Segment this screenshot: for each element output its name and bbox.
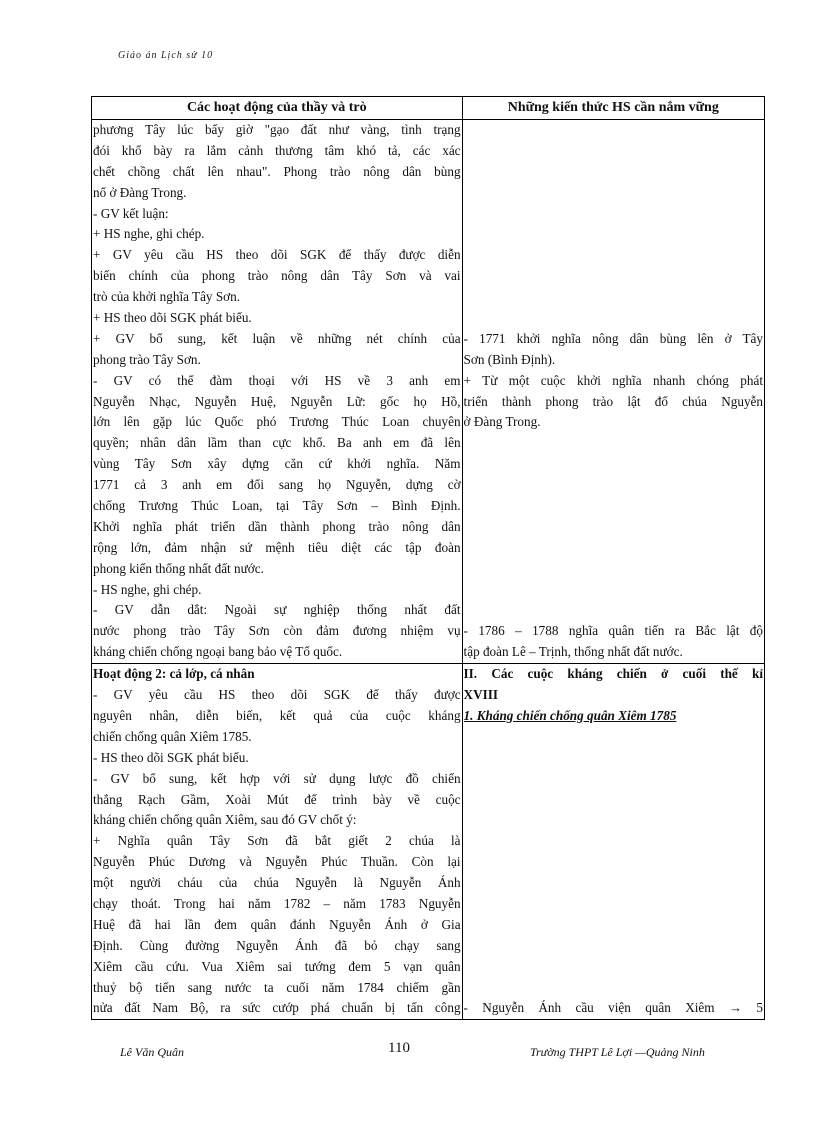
blank-line bbox=[464, 454, 763, 475]
blank-line bbox=[464, 978, 763, 999]
text-line: phong trào Tây Sơn. bbox=[93, 351, 201, 367]
text-line: + HS nghe, ghi chép. bbox=[93, 226, 205, 242]
text-line: nổ ở Đàng Trong. bbox=[93, 184, 187, 200]
header-activities: Các hoạt động của thầy và trò bbox=[92, 97, 463, 120]
text-line: Hoạt động 2: cả lớp, cá nhân bbox=[93, 666, 255, 682]
text-line: nước phong trào Tây Sơn còn đảm đương nhiệm vụ bbox=[93, 623, 461, 639]
text-line: Định. Cùng đường Nguyễn Ánh đã bỏ chạy sang bbox=[93, 937, 461, 953]
blank-line bbox=[464, 790, 763, 811]
blank-line bbox=[464, 183, 763, 204]
blank-line bbox=[464, 496, 763, 517]
text-line: - HS theo dõi SGK phát biểu. bbox=[93, 749, 249, 765]
text-line: Khởi nghĩa phát triển dần thành phong trào nông dân bbox=[93, 518, 461, 534]
activities-cell bbox=[92, 120, 463, 664]
text-line: - 1771 khởi nghĩa nông dân bùng lên ở Tây bbox=[463, 330, 763, 346]
text-line: triển thành phong trào lật đổ chúa Nguyễn bbox=[463, 393, 763, 409]
text-line: + GV yêu cầu HS theo dõi SGK để thấy được diễn bbox=[93, 247, 461, 263]
page-number: 110 bbox=[388, 1040, 410, 1056]
text-line: - GV bổ sung, kết hợp với sử dụng lược đồ chiến bbox=[93, 770, 461, 786]
blank-line bbox=[464, 120, 763, 141]
text-line: Xiêm cầu cứu. Vua Xiêm sai tướng đem 5 vạn quân bbox=[93, 958, 461, 974]
blank-line bbox=[464, 433, 763, 454]
blank-line bbox=[464, 517, 763, 538]
blank-line bbox=[464, 600, 763, 621]
text-line: ở Đàng Trong. bbox=[463, 414, 541, 430]
text-line: trò của khởi nghĩa Tây Sơn. bbox=[93, 289, 241, 305]
blank-line bbox=[464, 559, 763, 580]
blank-line bbox=[464, 957, 763, 978]
text-line: Nguyễn Phúc Dương và Nguyễn Phúc Thuần. Còn lại bbox=[93, 854, 461, 870]
blank-line bbox=[464, 162, 763, 183]
blank-line bbox=[464, 141, 763, 162]
blank-line bbox=[464, 308, 763, 329]
text-line: quyền; nhân dân lầm than cực khổ. Ba anh em đã lên bbox=[93, 435, 461, 451]
header-note: Giáo án Lịch sử 10 bbox=[118, 50, 214, 61]
text-line: - GV kết luận: bbox=[93, 205, 169, 221]
blank-line bbox=[464, 580, 763, 601]
text-line: thuỷ bộ tiến sang nước ta cuối năm 1784 chiếm gần bbox=[93, 979, 461, 995]
footer-author: Lê Văn Quân bbox=[120, 1045, 184, 1059]
text-line: phương Tây lúc bấy giờ "gạo đất như vàng, tình trạng bbox=[93, 122, 461, 137]
text-line: nguyên nhân, diễn biến, kết quả của cuộc kháng bbox=[93, 707, 461, 723]
text-line: - 1786 – 1788 nghĩa quân tiến ra Bắc lật độ bbox=[463, 623, 763, 639]
text-line: tập đoàn Lê – Trịnh, thống nhất đất nước. bbox=[463, 644, 683, 660]
text-line: - GV yêu cầu HS theo dõi SGK để thấy được bbox=[93, 687, 461, 703]
text-line: + GV bổ sung, kết luận về những nét chính của bbox=[93, 330, 461, 346]
text-line: - GV có thể đàm thoại với HS về 3 anh em bbox=[93, 372, 461, 388]
knowledge-cell bbox=[462, 664, 764, 1020]
header-knowledge: Những kiến thức HS cần nắm vững bbox=[462, 97, 764, 120]
blank-line bbox=[464, 894, 763, 915]
blank-line bbox=[464, 475, 763, 496]
text-line: chết chồng chất lên nhau". Phong trào nông dân bùng bbox=[93, 163, 461, 179]
text-line: thắng Rạch Gầm, Xoài Mút để trình bày về cuộc bbox=[93, 791, 461, 807]
text-line: rộng lớn, đảm nhận sứ mệnh tiêu diệt các tập đoàn bbox=[93, 539, 461, 555]
blank-line bbox=[464, 245, 763, 266]
text-line: kháng chiến chống ngoại bang bảo vệ Tổ quốc. bbox=[93, 644, 343, 660]
blank-line bbox=[464, 538, 763, 559]
blank-line bbox=[464, 831, 763, 852]
text-line: Huệ đã hai lần đem quân đánh Nguyễn Ánh ở Gia bbox=[93, 916, 461, 932]
blank-line bbox=[464, 810, 763, 831]
text-line: XVIII bbox=[463, 687, 498, 703]
text-line: Nguyễn Nhạc, Nguyễn Huệ, Nguyễn Lữ: gốc họ Hồ, bbox=[93, 393, 461, 409]
blank-line bbox=[464, 204, 763, 225]
blank-line bbox=[464, 224, 763, 245]
text-line: vùng Tây Sơn xây dựng căn cứ khởi nghĩa. Năm bbox=[93, 456, 461, 472]
table-row-1 bbox=[92, 120, 765, 664]
blank-line bbox=[464, 727, 763, 748]
blank-line bbox=[464, 915, 763, 936]
text-line: II. Các cuộc kháng chiến ở cuối thế kỉ bbox=[463, 666, 763, 682]
text-line: một người cháu của chúa Nguyễn là Nguyễn Ánh bbox=[93, 875, 461, 891]
text-line: Sơn (Bình Định). bbox=[463, 351, 556, 367]
text-line: + Nghĩa quân Tây Sơn đã bắt giết 2 chúa là bbox=[93, 833, 461, 849]
blank-line bbox=[464, 936, 763, 957]
text-line: chống Trương Thúc Loan, tại Tây Sơn – Bình Định. bbox=[93, 498, 461, 514]
text-line: chạy thoát. Trong hai năm 1782 – năm 1783 Nguyễn bbox=[93, 895, 461, 911]
blank-line bbox=[464, 266, 763, 287]
blank-line bbox=[464, 748, 763, 769]
blank-line bbox=[464, 873, 763, 894]
text-line: lớn lên gặp lúc Quốc phó Trương Thúc Loan chuyên bbox=[93, 414, 461, 430]
text-line: 1771 cả 3 anh em đổi sang họ Nguyễn, dựng cờ bbox=[93, 477, 461, 493]
blank-line bbox=[464, 769, 763, 790]
text-line: chiến chống quân Xiêm 1785. bbox=[93, 728, 252, 744]
text-line: - Nguyễn Ánh cầu viện quân Xiêm → 5 bbox=[463, 1000, 763, 1016]
text-line: + Từ một cuộc khởi nghĩa nhanh chóng phát bbox=[463, 372, 763, 388]
table-row-2 bbox=[92, 664, 765, 1020]
text-line: - GV dẫn dắt: Ngoài sự nghiệp thống nhất đất bbox=[93, 602, 461, 618]
text-line: nửa đất Nam Bộ, ra sức cướp phá chuẩn bị tấn công bbox=[93, 1000, 461, 1016]
footer-school: Trường THPT Lê Lợi —Quảng Ninh bbox=[530, 1045, 705, 1059]
blank-line bbox=[464, 852, 763, 873]
text-line: kháng chiến chống quân Xiêm, sau đó GV chốt ý: bbox=[93, 812, 357, 828]
text-line: phong kiến thống nhất đất nước. bbox=[93, 560, 264, 576]
text-line: biến chính của phong trào nông dân Tây Sơn và vai bbox=[93, 268, 461, 284]
text-line: đói khổ bày ra lắm cảnh thương tâm khó tả, các xác bbox=[93, 142, 461, 158]
activities-cell bbox=[92, 664, 463, 1020]
text-line: - HS nghe, ghi chép. bbox=[93, 581, 202, 597]
text-line: + HS theo dõi SGK phát biểu. bbox=[93, 310, 252, 326]
table-header-row bbox=[92, 97, 765, 120]
knowledge-cell bbox=[462, 120, 764, 664]
lesson-plan-table bbox=[91, 96, 765, 1020]
text-line: 1. Kháng chiến chống quân Xiêm 1785 bbox=[463, 707, 677, 723]
blank-line bbox=[464, 287, 763, 308]
